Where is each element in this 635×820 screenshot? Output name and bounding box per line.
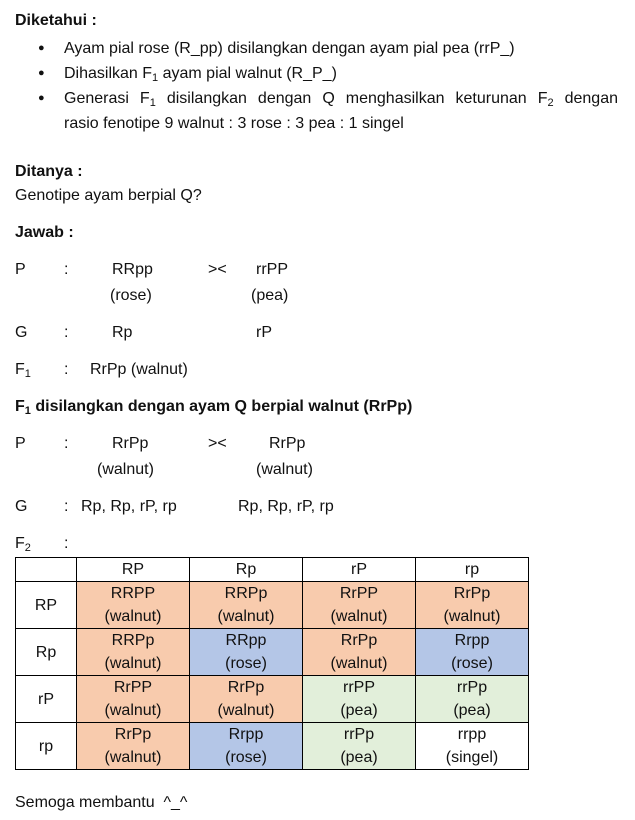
cell-phenotype: (rose)	[225, 655, 267, 672]
punnett-cell	[303, 582, 416, 629]
punnett-cell	[416, 629, 529, 676]
punnett-cell	[190, 582, 303, 629]
answer-heading: Jawab :	[15, 224, 74, 241]
punnett-row-header: RP	[16, 582, 77, 629]
punnett-cell	[416, 676, 529, 723]
known-item-1	[38, 36, 618, 61]
cell-phenotype: (walnut)	[104, 655, 162, 672]
cell-phenotype: (walnut)	[217, 702, 275, 719]
known-item-2-text-a: Dihasilkan F	[64, 65, 153, 82]
cross1-cross-sign: ><	[208, 261, 227, 278]
punnett-cell	[303, 629, 416, 676]
cross1-p-label: P	[15, 261, 26, 278]
punnett-row-header: rp	[16, 723, 77, 770]
punnett-col-header: rp	[416, 558, 529, 582]
punnett-col-header: RP	[77, 558, 190, 582]
cell-genotype: rrpp	[457, 726, 487, 743]
cell-genotype: RrPP	[113, 679, 153, 696]
cell-genotype: Rrpp	[454, 632, 490, 649]
asked-heading: Ditanya :	[15, 163, 83, 180]
punnett-row	[16, 676, 529, 723]
cross2-p-colon: :	[64, 435, 69, 452]
cross1-f1-colon: :	[64, 361, 69, 378]
cross1-parent1-phenotype: (rose)	[110, 287, 152, 304]
cell-genotype: RRPp	[111, 632, 155, 649]
cell-phenotype: (walnut)	[330, 608, 388, 625]
cell-phenotype: (pea)	[340, 702, 378, 719]
known-item-2-sub: 1	[152, 72, 159, 84]
punnett-cell	[77, 723, 190, 770]
known-item-3	[38, 86, 618, 136]
cell-phenotype: (singel)	[445, 749, 499, 766]
closing-text: Semoga membantu ^_^	[15, 794, 188, 811]
punnett-table	[15, 557, 529, 770]
known-item-3-text-b: disilangkan dengan Q menghasilkan keturunan F	[155, 90, 548, 107]
punnett-row	[16, 582, 529, 629]
cell-genotype: RrPp	[453, 585, 491, 602]
punnett-cell	[77, 676, 190, 723]
cell-phenotype: (walnut)	[217, 608, 275, 625]
cross2-gametes2: Rp, Rp, rP, rp	[238, 498, 334, 515]
punnett-cell	[77, 582, 190, 629]
punnett-cell	[416, 723, 529, 770]
cell-phenotype: (pea)	[453, 702, 491, 719]
cross1-f1-label	[15, 361, 31, 379]
cross2-parent2: RrPp	[269, 435, 306, 452]
punnett-row-header: Rp	[16, 629, 77, 676]
cross2-f2-sub: 2	[24, 542, 31, 554]
cell-genotype: RRPp	[224, 585, 268, 602]
known-item-2-text-b: ayam pial walnut (R_P_)	[158, 65, 337, 82]
cell-phenotype: (walnut)	[104, 702, 162, 719]
cross2-parent1: RrPp	[112, 435, 149, 452]
known-item-3-sub-2: 2	[547, 97, 554, 109]
cross1-parent2: rrPP	[256, 261, 288, 278]
cell-genotype: RrPp	[114, 726, 152, 743]
known-item-1-text: Ayam pial rose (R_pp) disilangkan dengan ayam pial pea (rrP_)	[64, 40, 515, 57]
cell-phenotype: (pea)	[340, 749, 378, 766]
cross2-parent1-phenotype: (walnut)	[97, 461, 154, 478]
cell-genotype: rrPp	[343, 726, 375, 743]
cross1-p-colon: :	[64, 261, 69, 278]
punnett-cell	[190, 676, 303, 723]
cell-genotype: RRpp	[225, 632, 267, 649]
known-item-2	[38, 61, 618, 86]
cell-genotype: rrPp	[456, 679, 488, 696]
punnett-col-header: rP	[303, 558, 416, 582]
cross1-gamete2: rP	[256, 324, 272, 341]
punnett-cell	[77, 629, 190, 676]
punnett-cell	[416, 582, 529, 629]
cell-genotype: RrPP	[339, 585, 379, 602]
cross2-cross-sign: ><	[208, 435, 227, 452]
cell-phenotype: (rose)	[225, 749, 267, 766]
cell-phenotype: (walnut)	[104, 749, 162, 766]
cross2-f2-label	[15, 535, 31, 553]
punnett-cell	[190, 723, 303, 770]
cell-phenotype: (rose)	[451, 655, 493, 672]
cross1-parent2-phenotype: (pea)	[251, 287, 289, 304]
cell-genotype: rrPP	[343, 679, 375, 696]
cross2-heading-f: F	[15, 398, 25, 415]
punnett-header-row	[16, 558, 529, 582]
cross1-f1-value: RrPp (walnut)	[90, 361, 188, 378]
cell-genotype: RRPP	[110, 585, 156, 602]
known-heading: Diketahui :	[15, 12, 97, 29]
cross2-heading-text: disilangkan dengan ayam Q berpial walnut (RrPp)	[30, 398, 413, 415]
punnett-col-header: Rp	[190, 558, 303, 582]
cross2-heading	[15, 398, 412, 416]
punnett-cell	[190, 629, 303, 676]
asked-question: Genotipe ayam berpial Q?	[15, 187, 202, 204]
cell-genotype: Rrpp	[228, 726, 264, 743]
cross2-heading-sub: 1	[24, 405, 31, 417]
known-item-3-sub-1: 1	[149, 97, 156, 109]
punnett-row	[16, 629, 529, 676]
cross1-g-label: G	[15, 324, 28, 341]
known-item-3-line-1	[64, 86, 618, 111]
punnett-cell	[303, 676, 416, 723]
cell-genotype: RrPp	[227, 679, 265, 696]
punnett-cell	[303, 723, 416, 770]
cross2-p-label: P	[15, 435, 26, 452]
cross1-f1-sub: 1	[24, 368, 31, 380]
punnett-corner-cell	[16, 558, 77, 582]
known-item-3-text-a: Generasi F	[64, 90, 150, 107]
cross2-parent2-phenotype: (walnut)	[256, 461, 313, 478]
punnett-row	[16, 723, 529, 770]
punnett-row-header: rP	[16, 676, 77, 723]
cell-phenotype: (walnut)	[330, 655, 388, 672]
cell-phenotype: (walnut)	[443, 608, 501, 625]
known-item-3-text-c: dengan	[553, 90, 618, 107]
cross2-gametes1: Rp, Rp, rP, rp	[81, 498, 177, 515]
known-item-3-line-2: rasio fenotipe 9 walnut : 3 rose : 3 pea : 1 singel	[64, 115, 404, 132]
cross2-f2-letter: F	[15, 535, 25, 552]
cross1-f1-letter: F	[15, 361, 25, 378]
cross2-g-colon: :	[64, 498, 69, 515]
cross1-gamete1: Rp	[112, 324, 133, 341]
cross1-parent1: RRpp	[112, 261, 153, 278]
known-list	[38, 36, 618, 136]
cross2-g-label: G	[15, 498, 28, 515]
cross2-f2-colon: :	[64, 535, 69, 552]
cross1-g-colon: :	[64, 324, 69, 341]
cell-genotype: RrPp	[340, 632, 378, 649]
cell-phenotype: (walnut)	[104, 608, 162, 625]
